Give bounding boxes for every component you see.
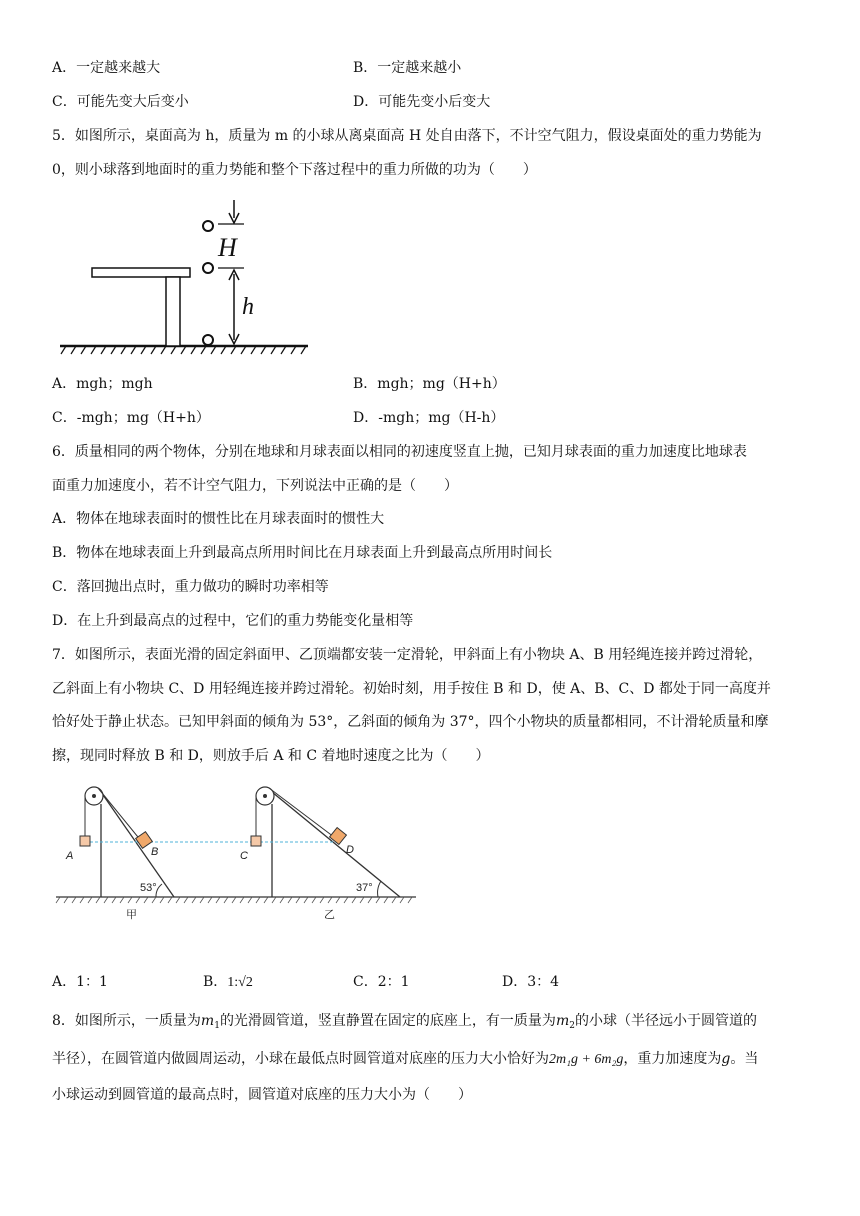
label-c: C [240, 850, 248, 862]
label-b: B [151, 846, 159, 858]
q8-m1: m [200, 1013, 215, 1029]
angle-53: 53° [140, 882, 157, 894]
block-c [251, 836, 261, 846]
q8-text-1c: 的小球（半径远小于圆管道的 [574, 1013, 757, 1029]
ball-bottom [203, 335, 213, 345]
label-a: A [66, 850, 74, 862]
q8-stem-line1 [52, 1011, 757, 1036]
q8-g: g [721, 1051, 731, 1067]
q7-option-b-prefix: B． [203, 974, 228, 990]
q6-option-b: B．物体在地球表面上升到最高点所用时间比在月球表面上升到最高点所用时间长 [52, 545, 553, 561]
q5-option-d: D．-mgh；mg（H-h） [353, 410, 505, 426]
table-leg [166, 277, 180, 346]
q8-text-1b: 的光滑圆管道，竖直静置在固定的底座上，有一质量为 [219, 1013, 556, 1029]
q6-stem-line1: 6．质量相同的两个物体，分别在地球和月球表面以相同的初速度竖直上抛，已知月球表面的重力加速度比地球表 [52, 444, 747, 460]
q8-force-expr: 2m₁g + 6m₂g [549, 1052, 624, 1067]
q8-stem-line2 [52, 1049, 758, 1070]
q8-stem-line3: 小球运动到圆管道的最高点时，圆管道对底座的压力大小为（ ） [52, 1087, 472, 1103]
label-d: D [346, 844, 354, 856]
q5-option-b: B．mgh；mg（H+h） [353, 376, 506, 392]
q8-text-2a: 半径），在圆管道内做圆周运动，小球在最低点时圆管道对底座的压力大小恰好为 [52, 1051, 549, 1067]
caption-jia: 甲 [126, 909, 137, 921]
q7-figure [54, 782, 420, 922]
q8-m1-sub: 1 [214, 1021, 220, 1031]
q5-stem-line1: 5．如图所示，桌面高为 h，质量为 m 的小球从离桌面高 H 处自由落下，不计空气阻力，假设桌面处的重力势能为 [52, 128, 762, 144]
q8-text-2b: ，重力加速度为 [623, 1051, 722, 1067]
q8-text-2c: 。当 [730, 1051, 759, 1067]
q7-option-c: C．2：1 [353, 974, 410, 990]
q6-option-d: D．在上升到最高点的过程中，它们的重力势能变化量相等 [52, 613, 414, 629]
q4-option-d: D．可能先变小后变大 [353, 94, 491, 110]
q5-figure [58, 196, 318, 356]
q8-text-1a: 8．如图所示，一质量为 [52, 1013, 201, 1029]
q7-option-a: A．1：1 [52, 974, 108, 990]
q6-option-c: C．落回抛出点时，重力做功的瞬时功率相等 [52, 579, 329, 595]
q4-option-c: C．可能先变大后变小 [52, 94, 189, 110]
q4-option-b: B．一定越来越小 [353, 60, 462, 76]
q7-option-d: D．3：4 [502, 974, 560, 990]
caption-yi: 乙 [324, 909, 335, 921]
ball-top [203, 221, 213, 231]
q7-option-b [203, 972, 253, 993]
q8-m2-sub: 2 [569, 1021, 575, 1031]
block-a [80, 836, 90, 846]
q7-stem-line4: 擦，现同时释放 B 和 D，则放手后 A 和 C 着地时速度之比为（ ） [52, 748, 490, 764]
q7-stem-line3: 恰好处于静止状态。已知甲斜面的倾角为 53°，乙斜面的倾角为 37°，四个小物块的质量都相同，不计滑轮质量和摩 [52, 714, 769, 730]
q6-stem-line2: 面重力加速度小，若不计空气阻力，下列说法中正确的是（ ） [52, 478, 458, 494]
angle-37: 37° [356, 882, 373, 894]
label-H: H [218, 233, 237, 262]
q5-option-c: C．-mgh；mg（H+h） [52, 410, 210, 426]
q7-option-b-value: 1:√2 [227, 975, 253, 990]
q8-m2: m [555, 1013, 570, 1029]
ball-middle [203, 263, 213, 273]
label-h: h [242, 294, 254, 320]
q4-option-a: A．一定越来越大 [52, 60, 161, 76]
table-top [92, 268, 190, 277]
q7-stem-line1: 7．如图所示，表面光滑的固定斜面甲、乙顶端都安装一定滑轮，甲斜面上有小物块 A、B 用轻绳连接并跨过滑轮， [52, 647, 763, 663]
q5-option-a: A．mgh；mgh [52, 376, 153, 392]
q6-option-a: A．物体在地球表面时的惯性比在月球表面时的惯性大 [52, 511, 385, 527]
q7-stem-line2: 乙斜面上有小物块 C、D 用轻绳连接并跨过滑轮。初始时刻，用手按住 B 和 D，使 A、B、C、D 都处于同一高度并 [52, 681, 771, 697]
q5-stem-line2: 0，则小球落到地面时的重力势能和整个下落过程中的重力所做的功为（ ） [52, 162, 537, 178]
